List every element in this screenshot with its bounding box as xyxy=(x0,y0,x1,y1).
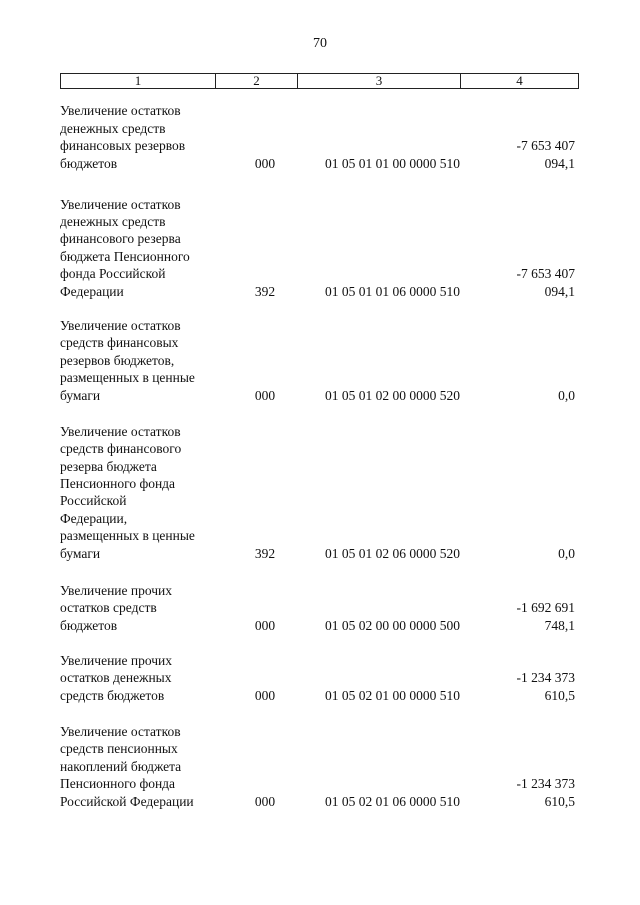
table-row xyxy=(60,196,579,300)
row-code: 000 xyxy=(254,155,276,171)
table-row xyxy=(60,582,579,634)
header-col-3: 3 xyxy=(298,74,461,88)
table-header xyxy=(60,73,579,89)
row-code: 000 xyxy=(254,687,276,703)
row-kbk: 01 05 02 01 00 0000 510 xyxy=(325,687,460,703)
row-name: Увеличение прочих остатков средств бюджетов xyxy=(60,582,173,633)
table-row xyxy=(60,318,579,404)
row-name: Увеличение остатков средств финансового резерва бюджета Пенсионного фонда Российской Федерации, размещенных в ценные бумаги xyxy=(60,423,195,561)
row-sum: -7 653 407 094,1 xyxy=(516,266,575,299)
row-sum: -1 234 373 610,5 xyxy=(516,670,575,703)
table-row xyxy=(60,104,579,172)
row-name: Увеличение прочих остатков денежных средств бюджетов xyxy=(60,652,173,703)
row-kbk: 01 05 02 00 00 0000 500 xyxy=(325,617,460,633)
row-name: Увеличение остатков средств финансовых резервов бюджетов, размещенных в ценные бумаги xyxy=(60,317,195,403)
row-code: 000 xyxy=(254,793,276,809)
row-code: 000 xyxy=(254,617,276,633)
row-kbk: 01 05 02 01 06 0000 510 xyxy=(325,793,460,809)
table-body xyxy=(60,104,579,810)
row-kbk: 01 05 01 02 00 0000 520 xyxy=(325,387,460,403)
row-sum: 0,0 xyxy=(558,387,575,403)
row-sum: 0,0 xyxy=(558,545,575,561)
table-row xyxy=(60,652,579,704)
header-col-4: 4 xyxy=(516,73,523,88)
table-row xyxy=(60,424,579,562)
row-kbk: 01 05 01 01 06 0000 510 xyxy=(325,283,460,299)
row-sum: -1 692 691 748,1 xyxy=(516,600,575,633)
row-code: 392 xyxy=(254,545,276,561)
row-name: Увеличение остатков денежных средств финансовых резервов бюджетов xyxy=(60,103,186,171)
header-col-2: 2 xyxy=(216,74,298,88)
page-number: 70 xyxy=(313,36,327,51)
row-code: 392 xyxy=(254,283,276,299)
row-sum: -7 653 407 094,1 xyxy=(516,138,575,171)
header-col-1: 1 xyxy=(61,74,216,88)
row-kbk: 01 05 01 01 00 0000 510 xyxy=(325,155,460,171)
row-sum: -1 234 373 610,5 xyxy=(516,776,575,809)
row-kbk: 01 05 01 02 06 0000 520 xyxy=(325,545,460,561)
table-row xyxy=(60,722,579,810)
row-name: Увеличение остатков денежных средств финансового резерва бюджета Пенсионного фонда Российской Федерации xyxy=(60,196,190,299)
row-name: Увеличение остатков средств пенсионных накоплений бюджета Пенсионного фонда Российской Федерации xyxy=(60,723,194,809)
row-code: 000 xyxy=(254,387,276,403)
